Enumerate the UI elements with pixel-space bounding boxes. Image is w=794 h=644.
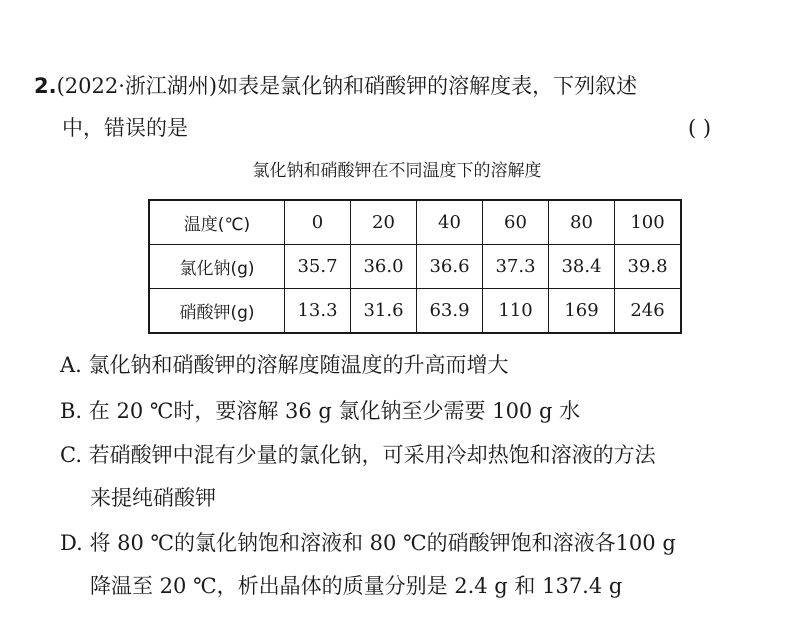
table-row-kno3: [149, 289, 681, 334]
option-b[interactable]: B. 在 20 ℃时，要溶解 36 g 氯化钠至少需要 100 g 水: [60, 399, 581, 423]
table-cell: 31.6: [351, 289, 417, 334]
question-stem-line-1: (2022·浙江湖州)如表是氯化钠和硝酸钾的溶解度表，下列叙述: [56, 74, 638, 98]
table-caption: 氯化钠和硝酸钾在不同温度下的溶解度: [252, 161, 542, 181]
table-row-temperature: [149, 200, 681, 245]
table-cell: 110: [483, 289, 549, 334]
option-d[interactable]: D. 将 80 ℃的氯化钠饱和溶液和 80 ℃的硝酸钾饱和溶液各100 g: [60, 531, 676, 555]
table-cell: 39.8: [615, 245, 682, 289]
table-cell: 246: [615, 289, 682, 334]
table-cell: 80: [549, 200, 615, 245]
table-cell: 13.3: [285, 289, 351, 334]
table-cell: 60: [483, 200, 549, 245]
solubility-table: [148, 199, 682, 334]
table-cell: 20: [351, 200, 417, 245]
table-cell: 38.4: [549, 245, 615, 289]
table-cell: 40: [417, 200, 483, 245]
question-number: 2.: [34, 74, 57, 98]
question-line-1: [34, 71, 637, 101]
option-a[interactable]: A. 氯化钠和硝酸钾的溶解度随温度的升高而增大: [60, 353, 509, 377]
table-cell: 169: [549, 289, 615, 334]
row-header-nacl: 氯化钠(g): [149, 245, 285, 289]
table-cell: 36.0: [351, 245, 417, 289]
answer-blank[interactable]: ( ): [688, 116, 712, 140]
table-cell: 0: [285, 200, 351, 245]
table-cell: 100: [615, 200, 682, 245]
table-cell: 63.9: [417, 289, 483, 334]
option-c[interactable]: C. 若硝酸钾中混有少量的氯化钠，可采用冷却热饱和溶液的方法: [60, 443, 656, 467]
row-header-temperature: 温度(℃): [149, 200, 285, 245]
question-stem-line-2: 中，错误的是: [62, 116, 188, 140]
row-header-kno3: 硝酸钾(g): [149, 289, 285, 334]
option-c-continuation: 来提纯硝酸钾: [90, 486, 216, 510]
table-cell: 36.6: [417, 245, 483, 289]
table-cell: 35.7: [285, 245, 351, 289]
option-d-continuation: 降温至 20 ℃，析出晶体的质量分别是 2.4 g 和 137.4 g: [90, 574, 623, 598]
table-row-nacl: [149, 245, 681, 289]
table-cell: 37.3: [483, 245, 549, 289]
